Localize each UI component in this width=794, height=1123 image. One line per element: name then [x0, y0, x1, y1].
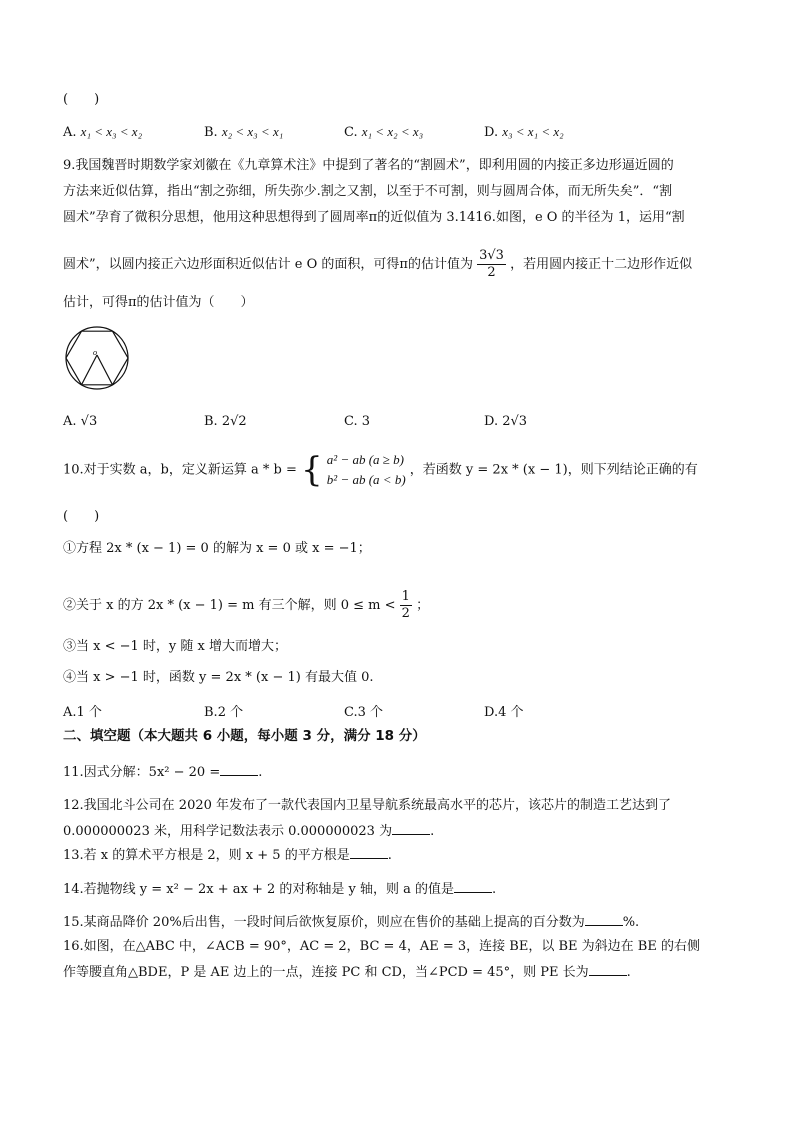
q14-answer-blank[interactable] — [454, 880, 492, 893]
q15-answer-blank[interactable] — [585, 913, 623, 926]
q9-line-2: 方法来近似估算，指出“割之弥细，所失弥少.割之又割，以至于不可割，则与圆周合体，而无所失矣”．“割 — [63, 184, 673, 199]
q15: 15.某商品降价 20%后出售，一段时间后欲恢复原价，则应在售价的基础上提高的百分数为 %. — [63, 915, 640, 930]
q9-circle-hexagon-figure — [63, 325, 135, 391]
q10-statement-4: ④当 x > −1 时，函数 y = 2x * (x − 1) 有最大值 0. — [63, 670, 374, 685]
section-2-heading: 二、填空题（本大题共 6 小题，每小题 3 分，满分 18 分） — [63, 728, 426, 744]
q16-line-2: 作等腰直角△BDE，P 是 AE 边上的一点，连接 PC 和 CD，当∠PCD = 45°，则 PE 长为 . — [63, 965, 631, 980]
q9-line-5: 估计，可得π的估计值为（ ） — [63, 295, 254, 310]
q9-line-1: 9.我国魏晋时期数学家刘徽在《九章算术注》中提到了著名的“割圆术”，即利用圆的内接正多边形逼近圆的 — [63, 158, 674, 173]
q10-option-d[interactable]: D.4 个 — [484, 705, 524, 720]
q10-brace: { — [301, 450, 323, 490]
q9-option-c[interactable]: C. 3 — [344, 414, 371, 429]
q8-option-c[interactable]: C. x₁ < x₂ < x₃ — [344, 124, 424, 140]
q9-line-4: 圆术”，以圆内接正六边形面积近似估计 e O 的面积，可得π的估计值为 $\frac{3√3}{2}$ ，若用圆内接正十二边形作近似 — [63, 248, 693, 280]
q11: 11.因式分解：5x² − 20 = . — [63, 765, 263, 780]
q11-answer-blank[interactable] — [220, 763, 258, 776]
q14: 14.若抛物线 y = x² − 2x + ax + 2 的对称轴是 y 轴，则 a 的值是 . — [63, 882, 497, 897]
q8-option-d[interactable]: D. x₃ < x₁ < x₂ — [484, 124, 564, 140]
q10-cases: a² − ab (a ≥ b) b² − ab (a < b) — [326, 452, 406, 487]
q10-line-1: 10.对于实数 a，b，定义新运算 a * b = { a² − ab (a ≥ b) b² − ab (a < b) ，若函数 y = 2x * (x − 1)，则下列结论正确的有 — [63, 450, 698, 490]
q9-option-d[interactable]: D. 2√3 — [484, 414, 528, 429]
q9-center-label: o — [93, 348, 97, 357]
q10-fraction: $\frac{1}{2}$ — [401, 589, 410, 621]
q16-answer-blank[interactable] — [589, 963, 627, 976]
q10-paren: ( ) — [63, 509, 100, 524]
q10-statement-2: ②关于 x 的方 2x * (x − 1) = m 有三个解，则 0 ≤ m < $\frac{1}{2}$ ； — [63, 589, 430, 621]
q9-line-3: 圆术”孕育了微积分思想，他用这种思想得到了圆周率π的近似值为 3.1416.如图，e O 的半径为 1，运用“割 — [63, 210, 685, 225]
q12-answer-blank[interactable] — [392, 822, 430, 835]
q12-line-2: 0.000000023 米，用科学记数法表示 0.000000023 为 . — [63, 824, 435, 839]
q10-option-b[interactable]: B.2 个 — [204, 705, 244, 720]
q10-statement-1: ①方程 2x * (x − 1) = 0 的解为 x = 0 或 x = −1； — [63, 541, 371, 556]
q10-option-c[interactable]: C.3 个 — [344, 705, 384, 720]
q9-fraction: $\frac{3√3}{2}$ — [479, 248, 504, 280]
q12-line-1: 12.我国北斗公司在 2020 年发布了一款代表国内卫星导航系统最高水平的芯片，该芯片的制造工艺达到了 — [63, 798, 672, 813]
q10-statement-3: ③当 x < −1 时，y 随 x 增大而增大； — [63, 639, 287, 654]
q8-option-b[interactable]: B. x₂ < x₃ < x₁ — [204, 124, 284, 140]
q9-option-a[interactable]: A. √3 — [63, 414, 98, 429]
q16-line-1: 16.如图，在△ABC 中，∠ACB = 90°，AC = 2，BC = 4，AE = 3，连接 BE，以 BE 为斜边在 BE 的右侧 — [63, 939, 700, 954]
q10-option-a[interactable]: A.1 个 — [63, 705, 102, 720]
q13-answer-blank[interactable] — [350, 846, 388, 859]
q8-paren: ( ) — [63, 92, 100, 107]
q13: 13.若 x 的算术平方根是 2，则 x + 5 的平方根是 . — [63, 848, 392, 863]
q8-option-a[interactable]: A. x₁ < x₃ < x₂ — [63, 124, 143, 140]
q9-option-b[interactable]: B. 2√2 — [204, 414, 247, 429]
